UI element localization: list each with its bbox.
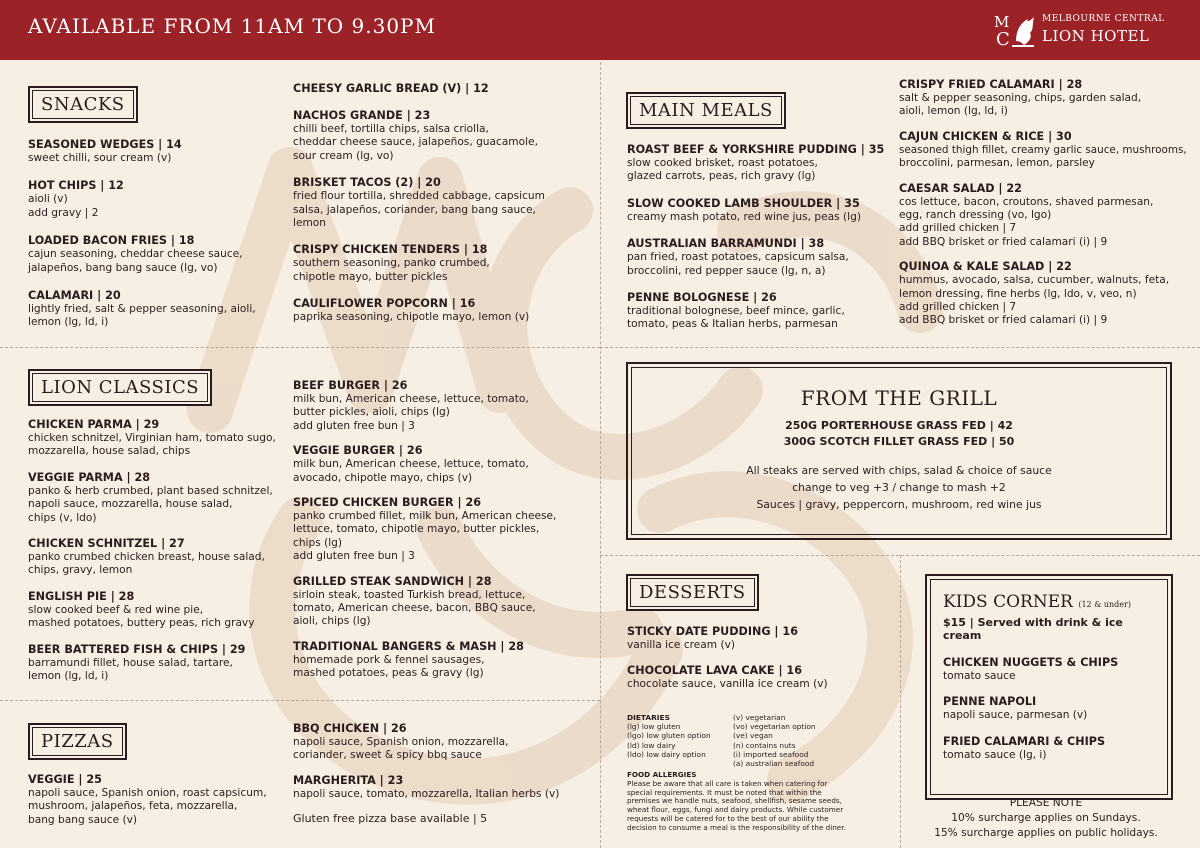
item-name: CHICKEN PARMA | 29 bbox=[28, 418, 160, 431]
dietary-code: (ld) low dairy bbox=[627, 740, 676, 750]
grill-item: 250G PORTERHOUSE GRASS FED | 42 bbox=[785, 419, 1013, 432]
menu-item bbox=[28, 590, 283, 631]
allergy-text: special requirements. It must be noted that within the bbox=[627, 787, 822, 797]
menu-item bbox=[293, 722, 593, 763]
divider-kids bbox=[900, 555, 901, 848]
item-name: SLOW COOKED LAMB SHOULDER | 35 bbox=[627, 196, 860, 210]
menu-item bbox=[28, 234, 278, 275]
item-desc: aioli, lemon (lg, ld, i) bbox=[899, 105, 1008, 118]
item-desc: broccolini, parmesan, lemon, parsley bbox=[899, 157, 1095, 170]
dietary-code: (vo) vegetarian option bbox=[733, 722, 816, 732]
item-name: CRISPY FRIED CALAMARI | 28 bbox=[899, 78, 1083, 91]
menu-item bbox=[293, 176, 593, 230]
item-desc: napoli sauce, parmesan (v) bbox=[943, 709, 1088, 722]
item-name: VEGGIE PARMA | 28 bbox=[28, 470, 151, 484]
allergies-title: FOOD ALLERGIES bbox=[627, 770, 697, 779]
kids-age: (12 & under) bbox=[1078, 600, 1131, 609]
kids-box bbox=[925, 574, 1173, 800]
item-name: BEER BATTERED FISH & CHIPS | 29 bbox=[28, 642, 246, 656]
food-allergies bbox=[627, 771, 897, 833]
svg-text:M: M bbox=[994, 13, 1010, 31]
dietaries-right bbox=[733, 713, 853, 768]
item-desc: chipotle mayo, butter pickles bbox=[293, 270, 448, 283]
snacks-title: SNACKS bbox=[28, 86, 138, 123]
item-name: CALAMARI | 20 bbox=[28, 289, 121, 303]
menu-item bbox=[28, 643, 283, 684]
menu-item bbox=[293, 640, 593, 681]
grill-box bbox=[626, 362, 1172, 540]
item-desc: chicken schnitzel, Virginian ham, tomato sugo, bbox=[28, 432, 276, 444]
snacks-col-1 bbox=[28, 138, 278, 330]
dietary-code: (lgo) low gluten option bbox=[627, 731, 711, 741]
pizzas-title: PIZZAS bbox=[28, 723, 127, 760]
item-name: SEASONED WEDGES | 14 bbox=[28, 138, 182, 151]
item-desc: tomato sauce bbox=[943, 670, 1016, 682]
item-desc: chips (lg) bbox=[293, 536, 343, 549]
menu-item bbox=[28, 179, 278, 220]
item-desc: lemon (lg, ld, i) bbox=[28, 670, 109, 683]
dietary-code: (v) vegetarian bbox=[733, 713, 786, 722]
grill-note: All steaks are served with chips, salad & choice of sauce bbox=[746, 464, 1052, 477]
item-name: FRIED CALAMARI & CHIPS bbox=[943, 734, 1106, 748]
item-desc: napoli sauce, tomato, mozzarella, Italian herbs (v) bbox=[293, 787, 560, 800]
snacks-col-2 bbox=[293, 82, 593, 325]
classics-col-2 bbox=[293, 379, 593, 681]
item-desc: southern seasoning, panko crumbed, bbox=[293, 257, 490, 270]
mains-col-1 bbox=[627, 143, 889, 332]
item-name: CRISPY CHICKEN TENDERS | 18 bbox=[293, 243, 488, 257]
item-desc: add BBQ brisket or fried calamari (i) | 9 bbox=[899, 314, 1108, 327]
menu-item bbox=[293, 774, 593, 801]
divider-snacks-classics bbox=[0, 347, 600, 348]
item-name: CHICKEN NUGGETS & CHIPS bbox=[943, 656, 1119, 669]
item-name: PENNE BOLOGNESE | 26 bbox=[627, 291, 777, 305]
menu-item bbox=[293, 82, 593, 96]
item-desc: sirloin steak, toasted Turkish bread, lettuce, bbox=[293, 588, 526, 601]
item-name: AUSTRALIAN BARRAMUNDI | 38 bbox=[627, 237, 825, 251]
menu-item bbox=[627, 197, 889, 224]
item-name: NACHOS GRANDE | 23 bbox=[293, 109, 431, 122]
allergy-text: premises we handle nuts, seafood, shellfish, sesame seeds, bbox=[627, 796, 842, 806]
item-name: BRISKET TACOS (2) | 20 bbox=[293, 176, 441, 190]
menu-item bbox=[899, 182, 1197, 250]
svg-text:C: C bbox=[996, 29, 1010, 49]
menu-item bbox=[943, 695, 1155, 722]
item-desc: lemon dressing, fine herbs (lg, ldo, v, veo, n) bbox=[899, 287, 1137, 300]
allergy-text: Please be aware that all care is taken when catering for bbox=[627, 778, 828, 788]
item-desc: cajun seasoning, cheddar cheese sauce, bbox=[28, 248, 243, 261]
allergy-text: decision to consume a meal is the responsibility of the diner. bbox=[627, 822, 846, 832]
mains-col-2 bbox=[899, 78, 1197, 328]
menu-item bbox=[293, 243, 593, 284]
item-name: LOADED BACON FRIES | 18 bbox=[28, 234, 195, 248]
allergy-text: wheat flour, eggs, fungi and dairy products. While customer bbox=[627, 805, 844, 815]
item-desc: jalapeños, bang bang sauce (lg, vo) bbox=[28, 261, 218, 274]
item-desc: milk bun, American cheese, lettuce, tomato, bbox=[293, 393, 529, 405]
dietary-code: (lg) low gluten bbox=[627, 722, 681, 732]
item-name: GRILLED STEAK SANDWICH | 28 bbox=[293, 574, 492, 588]
item-name: CHOCOLATE LAVA CAKE | 16 bbox=[627, 664, 802, 678]
item-desc: napoli sauce, mozzarella, house salad, bbox=[28, 498, 233, 511]
menu-item bbox=[293, 496, 593, 564]
item-name: TRADITIONAL BANGERS & MASH | 28 bbox=[293, 639, 524, 653]
please-note bbox=[930, 796, 1162, 841]
menu-item bbox=[943, 735, 1155, 762]
menu-item bbox=[28, 537, 283, 578]
grill-title: FROM THE GRILL bbox=[800, 386, 998, 410]
item-name: BBQ CHICKEN | 26 bbox=[293, 722, 407, 735]
pizzas-col-2 bbox=[293, 722, 593, 826]
item-name: VEGGIE | 25 bbox=[28, 773, 102, 786]
item-desc: bang bang sauce (v) bbox=[28, 813, 138, 826]
item-desc: aioli (v) bbox=[28, 193, 68, 206]
item-desc: milk bun, American cheese, lettuce, tomato, bbox=[293, 458, 529, 471]
pizzas-col-1 bbox=[28, 773, 283, 827]
item-desc: seasoned thigh fillet, creamy garlic sauce, mushrooms, bbox=[899, 143, 1187, 156]
menu-item bbox=[293, 444, 593, 485]
item-desc: tomato, American cheese, bacon, BBQ sauce, bbox=[293, 602, 536, 615]
note-line: 15% surcharge applies on public holidays. bbox=[934, 827, 1158, 839]
mains-title: MAIN MEALS bbox=[626, 92, 786, 129]
item-desc: slow cooked beef & red wine pie, bbox=[28, 603, 204, 616]
lion-logo-icon bbox=[994, 11, 1036, 49]
item-desc: add gluten free bun | 3 bbox=[293, 550, 415, 563]
dietary-code: (i) imported seafood bbox=[733, 749, 809, 759]
item-desc: pan fried, roast potatoes, capsicum salsa, bbox=[627, 251, 849, 264]
menu-item bbox=[627, 291, 889, 332]
item-name: MARGHERITA | 23 bbox=[293, 773, 404, 787]
divider-mains-grill bbox=[600, 347, 1200, 348]
item-desc: mozzarella, house salad, chips bbox=[28, 445, 191, 458]
item-desc: paprika seasoning, chipotle mayo, lemon (v) bbox=[293, 311, 530, 324]
menu-item bbox=[293, 109, 593, 163]
item-desc: lemon (lg, ld, i) bbox=[28, 316, 109, 329]
item-name: ROAST BEEF & YORKSHIRE PUDDING | 35 bbox=[627, 143, 885, 156]
item-desc: chips (v, ldo) bbox=[28, 511, 97, 524]
menu-item bbox=[28, 773, 283, 827]
menu-item bbox=[28, 471, 283, 525]
item-name: ENGLISH PIE | 28 bbox=[28, 589, 135, 603]
item-desc: add grilled chicken | 7 bbox=[899, 222, 1017, 235]
item-name: SPICED CHICKEN BURGER | 26 bbox=[293, 496, 482, 510]
item-desc: napoli sauce, Spanish onion, mozzarella, bbox=[293, 736, 509, 748]
hotel-logo bbox=[994, 11, 1174, 49]
grill-note: change to veg +3 / change to mash +2 bbox=[792, 481, 1006, 494]
item-name: CAULIFLOWER POPCORN | 16 bbox=[293, 297, 476, 311]
item-desc: sour cream (lg, vo) bbox=[293, 149, 394, 162]
item-desc: slow cooked brisket, roast potatoes, bbox=[627, 157, 818, 169]
item-desc: aioli, chips (lg) bbox=[293, 615, 371, 628]
item-desc: chilli beef, tortilla chips, salsa criolla, bbox=[293, 123, 489, 135]
dietary-code: (a) australian seafood bbox=[733, 759, 815, 769]
dietary-code: (n) contains nuts bbox=[733, 740, 796, 750]
item-desc: mashed potatoes, peas & gravy (lg) bbox=[293, 667, 484, 680]
grill-note: Sauces | gravy, peppercorn, mushroom, red wine jus bbox=[756, 498, 1042, 511]
item-desc: traditional bolognese, beef mince, garlic, bbox=[627, 305, 845, 318]
item-desc: napoli sauce, Spanish onion, roast capsicum, bbox=[28, 787, 267, 799]
logo-title: LION HOTEL bbox=[1042, 27, 1150, 45]
item-name: HOT CHIPS | 12 bbox=[28, 179, 124, 193]
item-desc: tomato sauce (lg, i) bbox=[943, 748, 1047, 761]
menu-item bbox=[28, 138, 278, 165]
item-name: CAJUN CHICKEN & RICE | 30 bbox=[899, 129, 1072, 143]
divider-center bbox=[600, 62, 601, 848]
item-desc: add BBQ brisket or fried calamari (i) | 9 bbox=[899, 235, 1108, 248]
item-desc: chocolate sauce, vanilla ice cream (v) bbox=[627, 678, 828, 691]
item-desc: chips, gravy, lemon bbox=[28, 564, 133, 577]
item-name: QUINOA & KALE SALAD | 22 bbox=[899, 260, 1072, 274]
allergy-text: requests will be catered for to the best of our ability the bbox=[627, 813, 829, 823]
item-desc: fried flour tortilla, shredded cabbage, capsicum bbox=[293, 190, 545, 203]
menu-item bbox=[28, 289, 278, 330]
kids-title: KIDS CORNER (12 & under) bbox=[943, 592, 1131, 612]
item-desc: hummus, avocado, salsa, cucumber, walnuts, feta, bbox=[899, 274, 1170, 287]
item-desc: creamy mash potato, red wine jus, peas (lg) bbox=[627, 210, 861, 223]
item-name: BEEF BURGER | 26 bbox=[293, 379, 408, 392]
note-title: PLEASE NOTE bbox=[1009, 797, 1083, 809]
menu-item bbox=[899, 130, 1197, 171]
menu-item bbox=[899, 260, 1197, 328]
menu-item bbox=[627, 237, 889, 278]
note-line: 10% surcharge applies on Sundays. bbox=[951, 812, 1141, 824]
gluten-free-note: Gluten free pizza base available | 5 bbox=[293, 812, 488, 826]
classics-col-1 bbox=[28, 418, 283, 683]
dietaries-left bbox=[627, 713, 737, 759]
classics-title: LION CLASSICS bbox=[28, 369, 212, 406]
top-banner bbox=[0, 0, 1200, 60]
item-desc: tomato, peas & Italian herbs, parmesan bbox=[627, 318, 838, 331]
item-desc: glazed carrots, peas, rich gravy (lg) bbox=[627, 170, 816, 183]
item-desc: coriander, sweet & spicy bbq sauce bbox=[293, 749, 482, 762]
item-name: VEGGIE BURGER | 26 bbox=[293, 444, 423, 458]
item-name: CHEESY GARLIC BREAD (V) | 12 bbox=[293, 82, 489, 95]
item-desc: mushroom, jalapeños, feta, mozzarella, bbox=[28, 800, 238, 813]
dietary-code: (ve) vegan bbox=[733, 731, 773, 741]
item-name: CAESAR SALAD | 22 bbox=[899, 181, 1022, 195]
dietaries-title: DIETARIES bbox=[627, 713, 670, 722]
menu-item bbox=[293, 297, 593, 324]
menu-item bbox=[943, 656, 1155, 683]
item-desc: mashed potatoes, buttery peas, rich gravy bbox=[28, 617, 255, 630]
item-name: STICKY DATE PUDDING | 16 bbox=[627, 625, 798, 638]
dietary-code: (ldo) low dairy option bbox=[627, 749, 706, 759]
item-desc: broccolini, red pepper sauce (lg, n, a) bbox=[627, 264, 826, 277]
logo-subtitle: MELBOURNE CENTRAL bbox=[1042, 14, 1165, 24]
item-name: PENNE NAPOLI bbox=[943, 695, 1037, 709]
menu-item bbox=[293, 379, 593, 433]
item-desc: add gravy | 2 bbox=[28, 206, 99, 219]
grill-item: 300G SCOTCH FILLET GRASS FED | 50 bbox=[783, 435, 1015, 448]
item-desc: vanilla ice cream (v) bbox=[627, 639, 735, 651]
item-desc: lettuce, tomato, chipotle mayo, butter pickles, bbox=[293, 523, 540, 536]
item-desc: lightly fried, salt & pepper seasoning, aioli, bbox=[28, 303, 256, 316]
menu-item bbox=[627, 664, 889, 691]
menu-item bbox=[627, 143, 889, 184]
item-desc: butter pickles, aioli, chips (lg) bbox=[293, 406, 450, 419]
item-desc: barramundi fillet, house salad, tartare, bbox=[28, 656, 233, 669]
menu-item bbox=[293, 575, 593, 629]
divider-classics-pizzas bbox=[0, 700, 600, 701]
item-name: CHICKEN SCHNITZEL | 27 bbox=[28, 537, 185, 551]
item-desc: panko & herb crumbed, plant based schnitzel, bbox=[28, 484, 273, 497]
item-desc: avocado, chipotle mayo, chips (v) bbox=[293, 471, 473, 484]
kids-price: $15 | Served with drink & ice cream bbox=[943, 616, 1123, 642]
menu-item bbox=[28, 418, 283, 459]
item-desc: salsa, jalapeños, coriander, bang bang sauce, bbox=[293, 203, 536, 216]
item-desc: lemon bbox=[293, 217, 326, 230]
item-desc: sweet chilli, sour cream (v) bbox=[28, 152, 172, 164]
item-desc: panko crumbed fillet, milk bun, American cheese, bbox=[293, 510, 557, 523]
item-desc: panko crumbed chicken breast, house salad, bbox=[28, 551, 265, 564]
menu-item bbox=[899, 78, 1197, 119]
item-desc: add gluten free bun | 3 bbox=[293, 419, 415, 432]
item-desc: egg, ranch dressing (vo, lgo) bbox=[899, 209, 1052, 222]
item-desc: salt & pepper seasoning, chips, garden salad, bbox=[899, 92, 1142, 104]
availability-text: AVAILABLE FROM 11AM TO 9.30PM bbox=[28, 14, 436, 38]
desserts-title: DESSERTS bbox=[626, 574, 759, 611]
desserts-col bbox=[627, 625, 889, 692]
menu-item bbox=[627, 625, 889, 652]
item-desc: cheddar cheese sauce, jalapeños, guacamole, bbox=[293, 136, 538, 149]
item-desc: cos lettuce, bacon, croutons, shaved parmesan, bbox=[899, 195, 1154, 208]
item-desc: homemade pork & fennel sausages, bbox=[293, 653, 485, 666]
item-desc: add grilled chicken | 7 bbox=[899, 301, 1017, 314]
